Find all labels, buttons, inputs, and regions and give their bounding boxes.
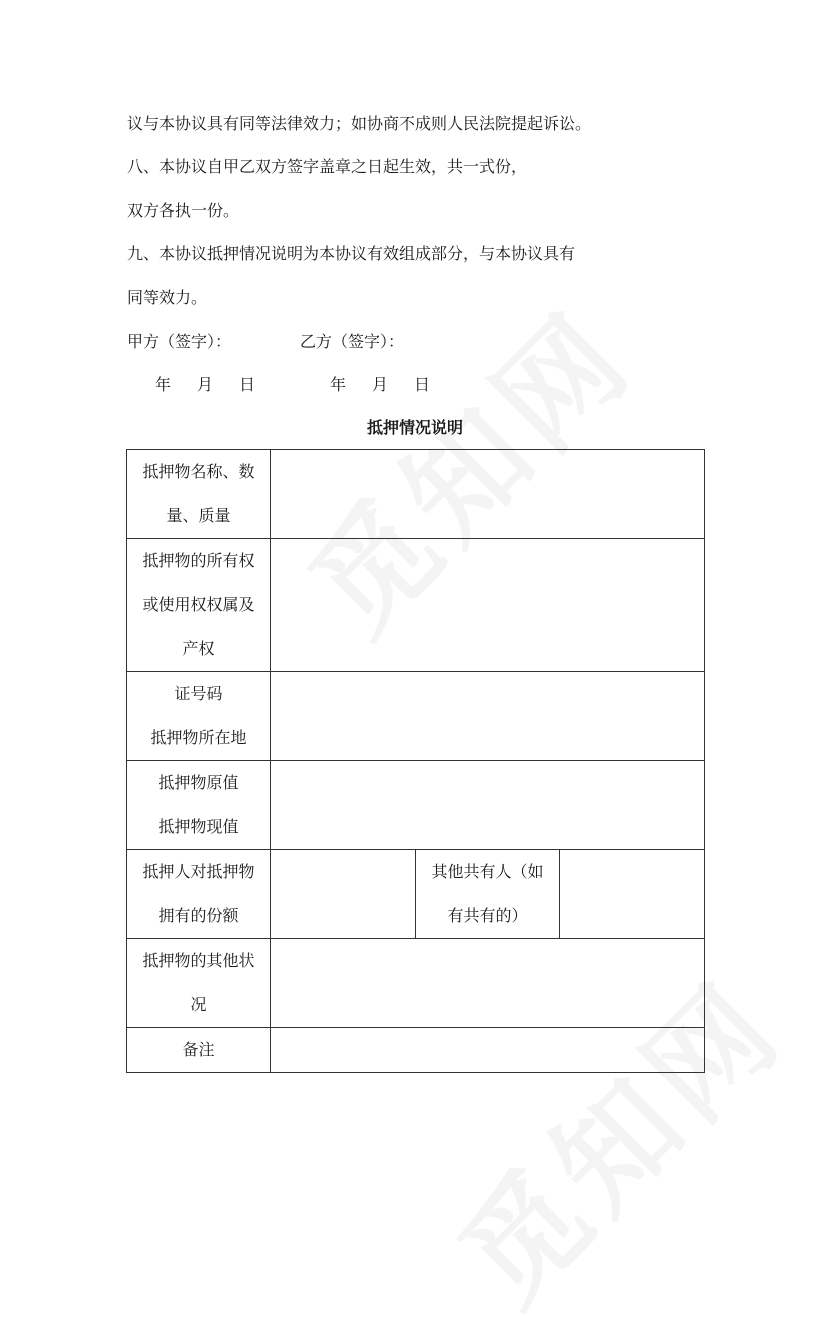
paragraph-1: 议与本协议具有同等法律效力；如协商不成则人民法院提起诉讼。: [127, 114, 592, 133]
label-line: 证号码: [174, 684, 223, 703]
label-line: 产权: [182, 639, 215, 658]
label-cell: [127, 672, 271, 761]
label-cell: [127, 450, 271, 539]
label-line: 抵押物原值: [158, 773, 239, 792]
table-row: [127, 539, 705, 672]
table-row: [127, 672, 705, 761]
table-row: [127, 450, 705, 539]
paragraph-clause-9: 九、本协议抵押情况说明为本协议有效组成部分，与本协议具有: [127, 244, 576, 263]
value-cell: [271, 539, 705, 672]
label-cell: [127, 761, 271, 850]
label-line: 况: [190, 995, 207, 1014]
date-day: 日: [239, 375, 256, 394]
date-day: 日: [414, 375, 431, 394]
party-b-date: [330, 374, 430, 396]
value-cell: [560, 850, 705, 939]
mortgage-info-table: [126, 449, 705, 1073]
label-line: 抵押物名称、数: [142, 462, 255, 481]
paragraph-clause-8-cont: 双方各执一份。: [127, 201, 240, 220]
value-cell: [271, 450, 705, 539]
label-line: 其他共有人（如: [431, 862, 544, 881]
label-line: 拥有的份额: [158, 906, 239, 925]
label-cell: [127, 850, 271, 939]
table-row: [127, 850, 705, 939]
label-line: 量、质量: [166, 506, 231, 525]
value-cell: [271, 939, 705, 1028]
label-line: 或使用权权属及: [142, 595, 255, 614]
date-month: 月: [372, 375, 389, 394]
label-line: 备注: [182, 1040, 215, 1059]
date-year: 年: [330, 375, 347, 394]
date-month: 月: [197, 375, 214, 394]
table-row: [127, 761, 705, 850]
value-cell: [271, 1028, 705, 1073]
label-line: 抵押物现值: [158, 817, 239, 836]
label-cell: [127, 1028, 271, 1073]
label-line: 有共有的）: [447, 906, 528, 925]
party-a-date: [155, 374, 255, 396]
label-line: 抵押物的其他状: [142, 951, 255, 970]
value-cell: [271, 672, 705, 761]
party-b-signature-label: 乙方（签字）：: [300, 332, 405, 351]
party-a-signature-label: 甲方（签字）：: [127, 332, 232, 351]
paragraph-clause-9-cont: 同等效力。: [127, 288, 208, 307]
label-line: 抵押人对抵押物: [142, 862, 255, 881]
paragraph-clause-8: 八、本协议自甲乙双方签字盖章之日起生效，共一式份，: [127, 157, 528, 176]
label-cell: [127, 539, 271, 672]
value-cell: [271, 761, 705, 850]
label-cell: [416, 850, 560, 939]
table-row: [127, 939, 705, 1028]
value-cell: [271, 850, 416, 939]
table-title: 抵押情况说明: [366, 418, 463, 437]
date-year: 年: [155, 375, 172, 394]
table-row: [127, 1028, 705, 1073]
label-line: 抵押物所在地: [150, 728, 247, 747]
label-cell: [127, 939, 271, 1028]
label-line: 抵押物的所有权: [142, 551, 255, 570]
